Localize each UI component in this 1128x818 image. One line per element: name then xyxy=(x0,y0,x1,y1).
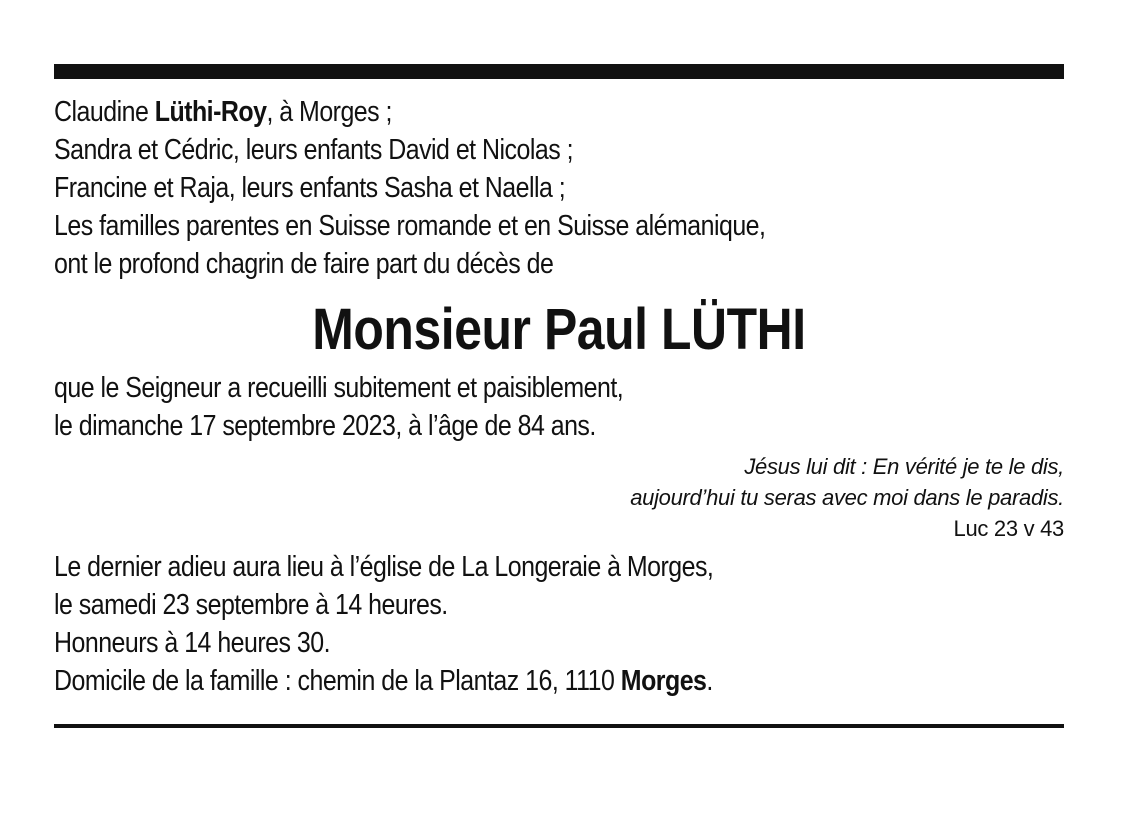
ceremony-line-1: Le dernier adieu aura lieu à l’église de La Longeraie à Morges, xyxy=(54,551,714,583)
death-details xyxy=(54,369,923,445)
spouse-name: Lüthi-Roy xyxy=(154,96,267,128)
family-line-children-2: Francine et Raja, leurs enfants Sasha et Naella ; xyxy=(54,172,566,204)
family-line-children-1: Sandra et Cédric, leurs enfants David et Nicolas ; xyxy=(54,134,573,166)
verse-line-2: aujourd’hui tu seras avec moi dans le paradis. xyxy=(630,485,1064,510)
bottom-rule xyxy=(54,724,1064,728)
top-rule xyxy=(54,64,1064,79)
death-line-1: que le Seigneur a recueilli subitement et paisiblement, xyxy=(54,372,624,404)
deceased-name: Monsieur Paul LÜTHI xyxy=(312,297,806,362)
home-town: Morges xyxy=(620,665,707,697)
ceremony-line-3: Honneurs à 14 heures 30. xyxy=(54,627,331,659)
ceremony-line-2: le samedi 23 septembre à 14 heures. xyxy=(54,589,448,621)
family-line-spouse: Claudine Lüthi-Roy, à Morges ; xyxy=(54,96,392,128)
ceremony-line-4: Domicile de la famille : chemin de la Plantaz 16, 1110 Morges. xyxy=(54,665,713,697)
obituary-notice xyxy=(54,64,1064,728)
family-line-relatives: Les familles parentes en Suisse romande et en Suisse alémanique, xyxy=(54,210,766,242)
verse-reference: Luc 23 v 43 xyxy=(953,516,1064,541)
family-announcement xyxy=(54,93,923,283)
family-line-announcement: ont le profond chagrin de faire part du décès de xyxy=(54,248,554,280)
verse-line-1: Jésus lui dit : En vérité je te le dis, xyxy=(744,454,1064,479)
death-line-2: le dimanche 17 septembre 2023, à l’âge de 84 ans. xyxy=(54,410,596,442)
ceremony-details xyxy=(54,548,923,700)
bible-verse xyxy=(54,451,1064,544)
